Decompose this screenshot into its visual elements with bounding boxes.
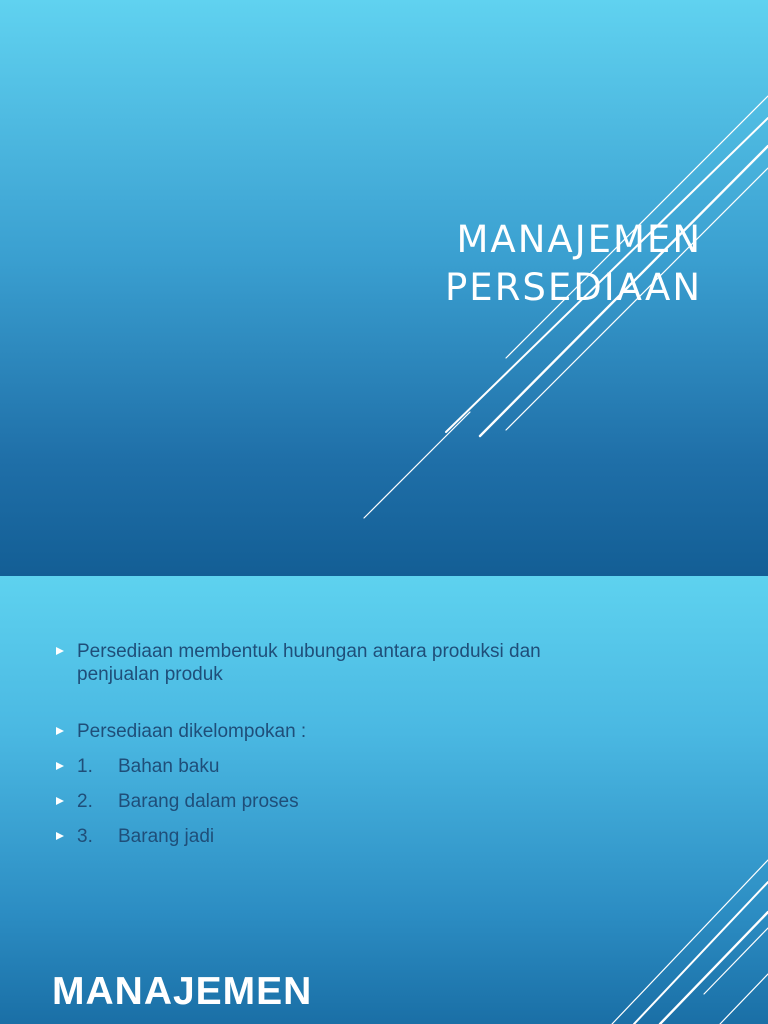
item-number: 2. [77, 791, 93, 812]
deco-line [660, 912, 768, 1024]
title-line-2: PERSEDIAAN [445, 266, 702, 309]
title-line-1: MANAJEMEN [456, 218, 702, 261]
bullet-arrow-icon [56, 647, 64, 655]
bullet-arrow-icon [56, 797, 64, 805]
slide-title [445, 216, 702, 312]
bullet-arrow-icon [56, 832, 64, 840]
bullet-list [54, 640, 594, 848]
bullet-text: Barang jadi [118, 826, 215, 847]
bullet-text: Bahan baku [118, 756, 220, 777]
deco-line [612, 860, 768, 1024]
bullet-arrow-icon [56, 727, 64, 735]
list-item [54, 720, 594, 743]
bullet-text: Persediaan membentuk hubungan antara produksi dan penjualan produk [77, 641, 541, 685]
bullet-arrow-icon [56, 762, 64, 770]
slide-heading: MANAJEMEN [52, 970, 313, 1013]
deco-line [634, 882, 768, 1024]
list-item [54, 825, 594, 848]
list-item [54, 790, 594, 813]
item-number: 1. [77, 756, 93, 777]
bullet-text: Persediaan dikelompokan : [77, 721, 307, 742]
content-slide [0, 576, 768, 1024]
list-item [54, 755, 594, 778]
deco-line [364, 412, 470, 518]
item-number: 3. [77, 826, 93, 847]
list-item [54, 640, 594, 686]
deco-line [720, 974, 768, 1024]
bullet-text: Barang dalam proses [118, 791, 299, 812]
